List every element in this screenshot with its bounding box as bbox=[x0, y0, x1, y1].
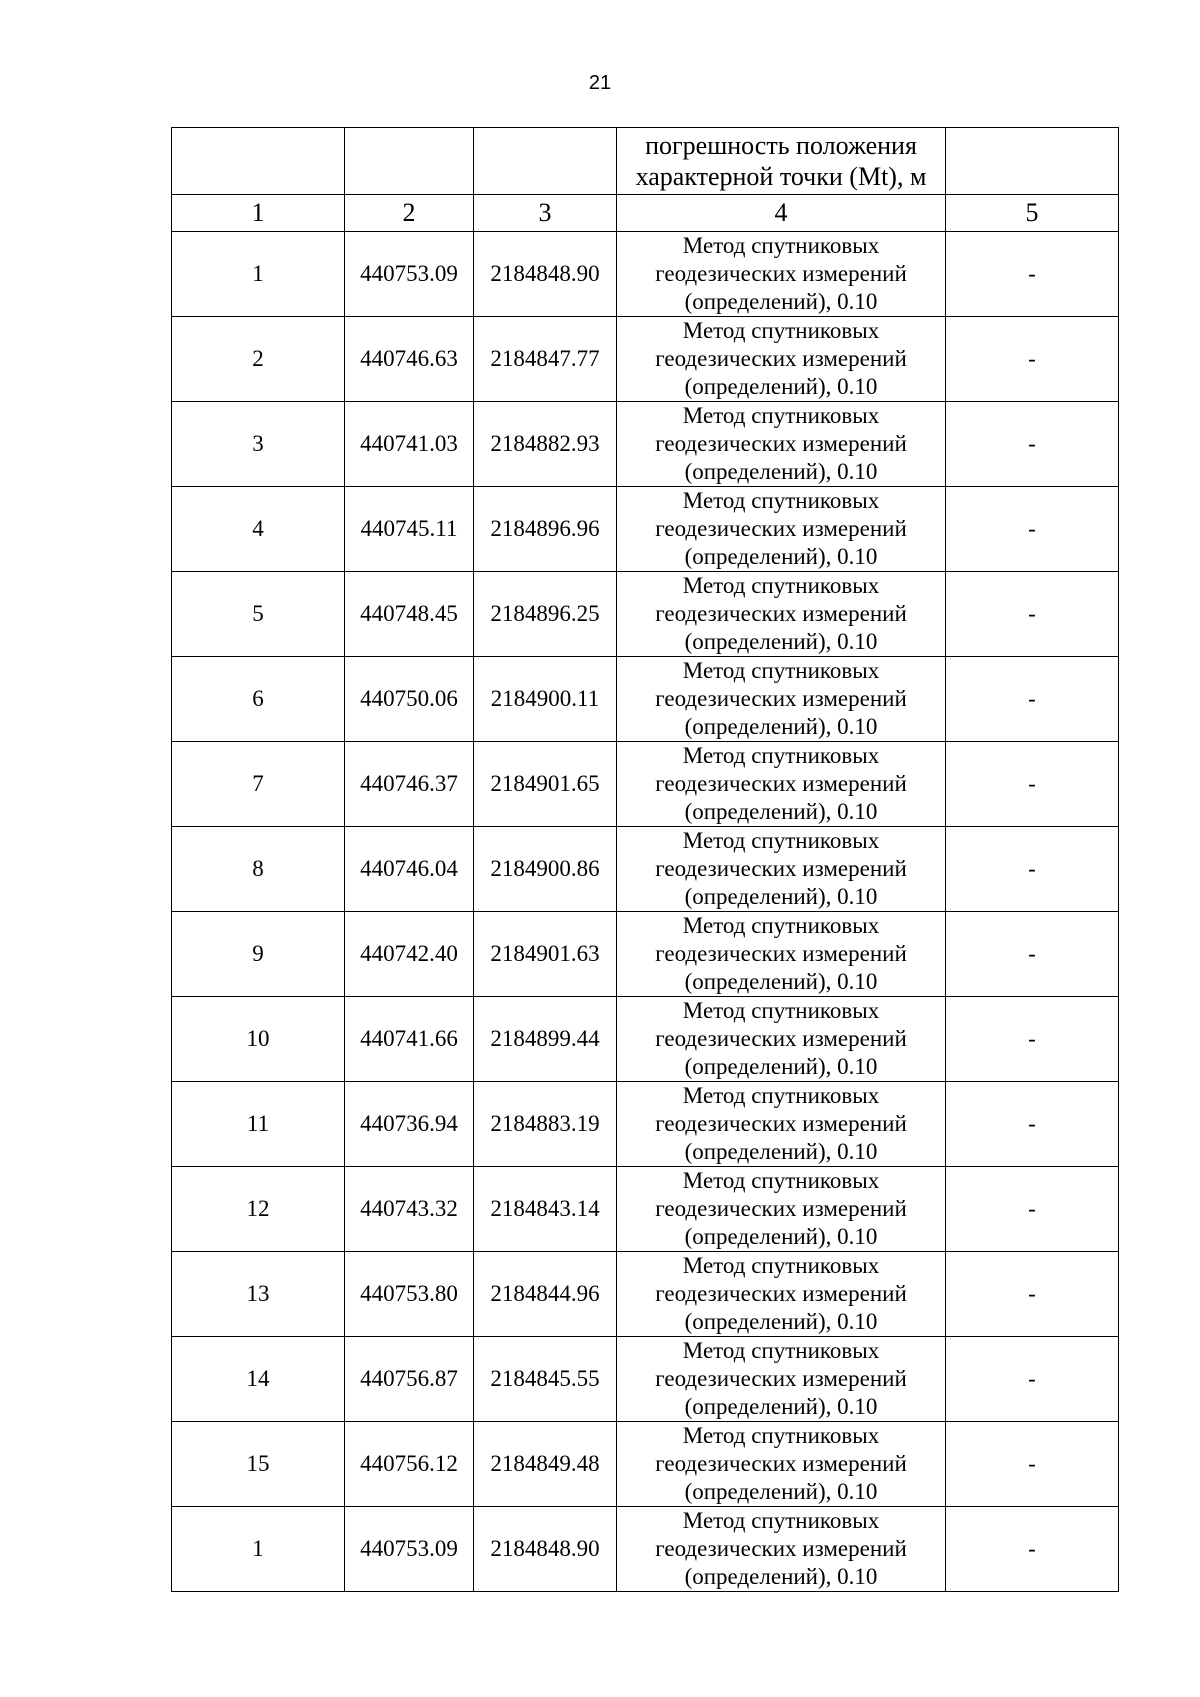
method-line-3: (определений), 0.10 bbox=[684, 1394, 878, 1419]
table-row bbox=[172, 1082, 1119, 1167]
method-cell bbox=[617, 1252, 946, 1337]
header-cell-3 bbox=[474, 128, 617, 195]
method-line-1: Метод спутниковых bbox=[682, 743, 880, 768]
y-coordinate-cell: 2184843.14 bbox=[474, 1167, 617, 1252]
description-cell: - bbox=[946, 487, 1119, 572]
method-line-3: (определений), 0.10 bbox=[684, 544, 878, 569]
point-number-cell: 9 bbox=[172, 912, 345, 997]
header-accuracy-line-2: характерной точки (Mt), м bbox=[635, 162, 927, 191]
y-coordinate-cell: 2184896.25 bbox=[474, 572, 617, 657]
x-coordinate-cell: 440753.09 bbox=[345, 1507, 474, 1592]
table-row bbox=[172, 1337, 1119, 1422]
y-coordinate-cell: 2184848.90 bbox=[474, 1507, 617, 1592]
x-coordinate-cell: 440756.12 bbox=[345, 1422, 474, 1507]
point-number-cell: 14 bbox=[172, 1337, 345, 1422]
point-number-cell: 4 bbox=[172, 487, 345, 572]
header-accuracy-line-1: погрешность положения bbox=[645, 131, 917, 160]
x-coordinate-cell: 440741.03 bbox=[345, 402, 474, 487]
point-number-cell: 10 bbox=[172, 997, 345, 1082]
point-number-cell: 12 bbox=[172, 1167, 345, 1252]
table-row bbox=[172, 487, 1119, 572]
method-cell bbox=[617, 487, 946, 572]
table-row bbox=[172, 232, 1119, 317]
method-line-1: Метод спутниковых bbox=[682, 658, 880, 683]
method-line-3: (определений), 0.10 bbox=[684, 1139, 878, 1164]
description-cell: - bbox=[946, 912, 1119, 997]
column-number: 4 bbox=[617, 195, 946, 232]
method-cell bbox=[617, 912, 946, 997]
method-line-3: (определений), 0.10 bbox=[684, 289, 878, 314]
point-number-cell: 2 bbox=[172, 317, 345, 402]
method-cell bbox=[617, 1337, 946, 1422]
method-line-3: (определений), 0.10 bbox=[684, 629, 878, 654]
table-row bbox=[172, 657, 1119, 742]
method-cell bbox=[617, 232, 946, 317]
method-line-3: (определений), 0.10 bbox=[684, 1479, 878, 1504]
method-line-2: геодезических измерений bbox=[655, 516, 907, 541]
method-line-3: (определений), 0.10 bbox=[684, 799, 878, 824]
point-number-cell: 1 bbox=[172, 1507, 345, 1592]
method-cell bbox=[617, 1167, 946, 1252]
description-cell: - bbox=[946, 1507, 1119, 1592]
x-coordinate-cell: 440746.04 bbox=[345, 827, 474, 912]
method-line-1: Метод спутниковых bbox=[682, 828, 880, 853]
description-cell: - bbox=[946, 997, 1119, 1082]
point-number-cell: 6 bbox=[172, 657, 345, 742]
column-number-row bbox=[172, 195, 1119, 232]
description-cell: - bbox=[946, 827, 1119, 912]
method-line-2: геодезических измерений bbox=[655, 346, 907, 371]
header-cell-1 bbox=[172, 128, 345, 195]
y-coordinate-cell: 2184901.65 bbox=[474, 742, 617, 827]
method-line-3: (определений), 0.10 bbox=[684, 374, 878, 399]
method-line-3: (определений), 0.10 bbox=[684, 714, 878, 739]
method-cell bbox=[617, 657, 946, 742]
x-coordinate-cell: 440741.66 bbox=[345, 997, 474, 1082]
description-cell: - bbox=[946, 1252, 1119, 1337]
header-cell-5 bbox=[946, 128, 1119, 195]
method-cell bbox=[617, 827, 946, 912]
method-line-3: (определений), 0.10 bbox=[684, 884, 878, 909]
y-coordinate-cell: 2184848.90 bbox=[474, 232, 617, 317]
method-line-1: Метод спутниковых bbox=[682, 1423, 880, 1448]
method-line-1: Метод спутниковых bbox=[682, 1253, 880, 1278]
x-coordinate-cell: 440746.63 bbox=[345, 317, 474, 402]
method-line-2: геодезических измерений bbox=[655, 771, 907, 796]
method-cell bbox=[617, 742, 946, 827]
method-line-1: Метод спутниковых bbox=[682, 998, 880, 1023]
method-line-3: (определений), 0.10 bbox=[684, 1309, 878, 1334]
method-line-1: Метод спутниковых bbox=[682, 318, 880, 343]
table-row bbox=[172, 912, 1119, 997]
table-row bbox=[172, 1252, 1119, 1337]
description-cell: - bbox=[946, 572, 1119, 657]
point-number-cell: 7 bbox=[172, 742, 345, 827]
table-row bbox=[172, 1167, 1119, 1252]
y-coordinate-cell: 2184882.93 bbox=[474, 402, 617, 487]
method-line-2: геодезических измерений bbox=[655, 941, 907, 966]
method-line-3: (определений), 0.10 bbox=[684, 459, 878, 484]
table-row bbox=[172, 827, 1119, 912]
y-coordinate-cell: 2184901.63 bbox=[474, 912, 617, 997]
method-line-2: геодезических измерений bbox=[655, 1196, 907, 1221]
y-coordinate-cell: 2184900.11 bbox=[474, 657, 617, 742]
y-coordinate-cell: 2184849.48 bbox=[474, 1422, 617, 1507]
point-number-cell: 5 bbox=[172, 572, 345, 657]
method-cell bbox=[617, 402, 946, 487]
method-line-2: геодезических измерений bbox=[655, 601, 907, 626]
method-line-3: (определений), 0.10 bbox=[684, 969, 878, 994]
method-line-2: геодезических измерений bbox=[655, 261, 907, 286]
method-line-3: (определений), 0.10 bbox=[684, 1054, 878, 1079]
x-coordinate-cell: 440745.11 bbox=[345, 487, 474, 572]
x-coordinate-cell: 440748.45 bbox=[345, 572, 474, 657]
table-row bbox=[172, 997, 1119, 1082]
y-coordinate-cell: 2184847.77 bbox=[474, 317, 617, 402]
header-cell-2 bbox=[345, 128, 474, 195]
x-coordinate-cell: 440746.37 bbox=[345, 742, 474, 827]
table-row bbox=[172, 572, 1119, 657]
header-cell-4 bbox=[617, 128, 946, 195]
point-number-cell: 15 bbox=[172, 1422, 345, 1507]
table-row bbox=[172, 742, 1119, 827]
column-number: 3 bbox=[474, 195, 617, 232]
method-line-2: геодезических измерений bbox=[655, 1536, 907, 1561]
method-line-3: (определений), 0.10 bbox=[684, 1564, 878, 1589]
point-number-cell: 13 bbox=[172, 1252, 345, 1337]
method-cell bbox=[617, 572, 946, 657]
y-coordinate-cell: 2184896.96 bbox=[474, 487, 617, 572]
method-line-2: геодезических измерений bbox=[655, 686, 907, 711]
method-line-2: геодезических измерений bbox=[655, 1366, 907, 1391]
point-number-cell: 1 bbox=[172, 232, 345, 317]
method-line-2: геодезических измерений bbox=[655, 1026, 907, 1051]
description-cell: - bbox=[946, 232, 1119, 317]
x-coordinate-cell: 440742.40 bbox=[345, 912, 474, 997]
method-line-2: геодезических измерений bbox=[655, 431, 907, 456]
x-coordinate-cell: 440736.94 bbox=[345, 1082, 474, 1167]
description-cell: - bbox=[946, 742, 1119, 827]
description-cell: - bbox=[946, 1082, 1119, 1167]
x-coordinate-cell: 440753.09 bbox=[345, 232, 474, 317]
method-line-1: Метод спутниковых bbox=[682, 488, 880, 513]
x-coordinate-cell: 440753.80 bbox=[345, 1252, 474, 1337]
point-number-cell: 11 bbox=[172, 1082, 345, 1167]
description-cell: - bbox=[946, 657, 1119, 742]
x-coordinate-cell: 440743.32 bbox=[345, 1167, 474, 1252]
method-line-2: геодезических измерений bbox=[655, 1281, 907, 1306]
column-number: 1 bbox=[172, 195, 345, 232]
method-cell bbox=[617, 997, 946, 1082]
description-cell: - bbox=[946, 317, 1119, 402]
method-line-1: Метод спутниковых bbox=[682, 1083, 880, 1108]
method-cell bbox=[617, 1082, 946, 1167]
method-line-2: геодезических измерений bbox=[655, 1451, 907, 1476]
method-line-1: Метод спутниковых bbox=[682, 1338, 880, 1363]
coordinates-table bbox=[171, 127, 1119, 1592]
x-coordinate-cell: 440750.06 bbox=[345, 657, 474, 742]
y-coordinate-cell: 2184899.44 bbox=[474, 997, 617, 1082]
method-line-2: геодезических измерений bbox=[655, 1111, 907, 1136]
method-line-1: Метод спутниковых bbox=[682, 403, 880, 428]
method-line-1: Метод спутниковых bbox=[682, 1508, 880, 1533]
description-cell: - bbox=[946, 1167, 1119, 1252]
method-line-1: Метод спутниковых bbox=[682, 573, 880, 598]
method-cell bbox=[617, 317, 946, 402]
method-cell bbox=[617, 1507, 946, 1592]
point-number-cell: 3 bbox=[172, 402, 345, 487]
description-cell: - bbox=[946, 1337, 1119, 1422]
y-coordinate-cell: 2184900.86 bbox=[474, 827, 617, 912]
point-number-cell: 8 bbox=[172, 827, 345, 912]
y-coordinate-cell: 2184845.55 bbox=[474, 1337, 617, 1422]
description-cell: - bbox=[946, 1422, 1119, 1507]
page-number: 21 bbox=[588, 72, 612, 94]
method-cell bbox=[617, 1422, 946, 1507]
table-row bbox=[172, 317, 1119, 402]
method-line-1: Метод спутниковых bbox=[682, 913, 880, 938]
method-line-2: геодезических измерений bbox=[655, 856, 907, 881]
y-coordinate-cell: 2184844.96 bbox=[474, 1252, 617, 1337]
header-continuation-row bbox=[172, 128, 1119, 195]
column-number: 2 bbox=[345, 195, 474, 232]
method-line-1: Метод спутниковых bbox=[682, 233, 880, 258]
table-row bbox=[172, 1422, 1119, 1507]
table-row bbox=[172, 1507, 1119, 1592]
y-coordinate-cell: 2184883.19 bbox=[474, 1082, 617, 1167]
table-row bbox=[172, 402, 1119, 487]
column-number: 5 bbox=[946, 195, 1119, 232]
method-line-1: Метод спутниковых bbox=[682, 1168, 880, 1193]
x-coordinate-cell: 440756.87 bbox=[345, 1337, 474, 1422]
method-line-3: (определений), 0.10 bbox=[684, 1224, 878, 1249]
description-cell: - bbox=[946, 402, 1119, 487]
